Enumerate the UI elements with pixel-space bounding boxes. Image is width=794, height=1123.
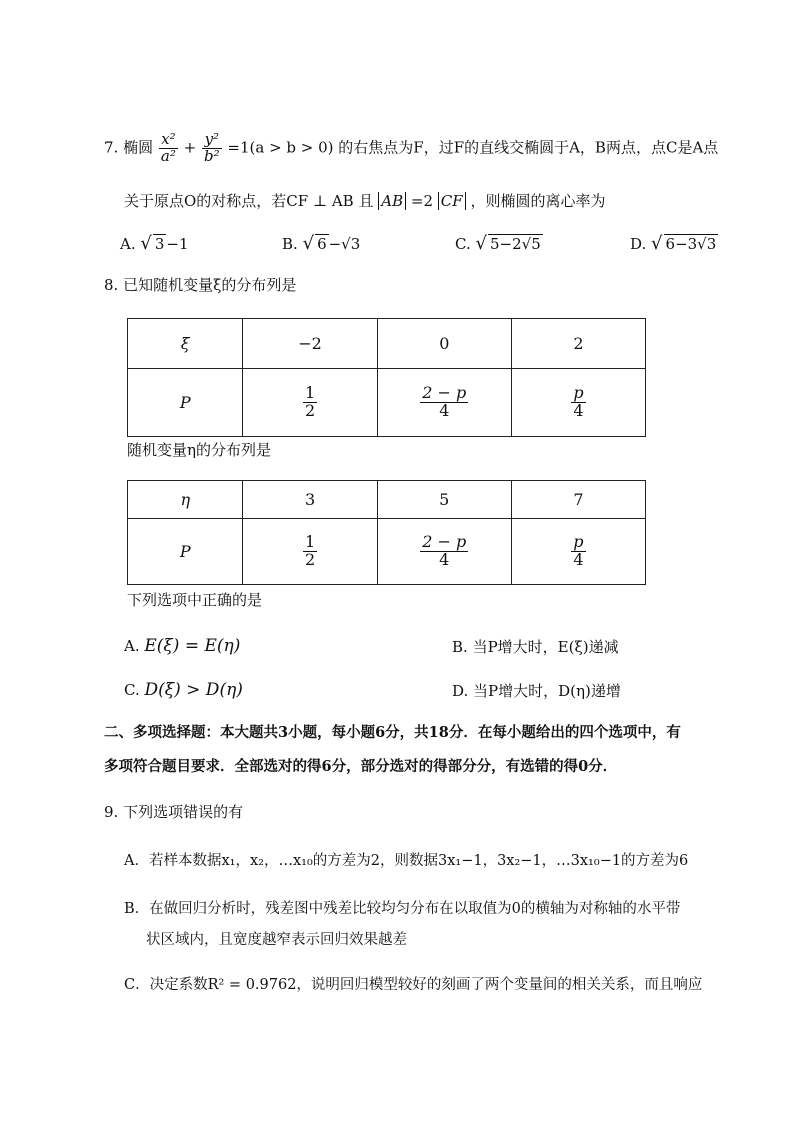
table-row-label: P [128, 519, 243, 585]
q7-plus: + [183, 138, 197, 157]
table-header-cell: 5 [377, 481, 511, 519]
q7-fraction-x: $\frac{\text{x²}}{\text{a²}}$ [160, 130, 176, 165]
q9-option-b-line1: B．在做回归分析时，残差图中残差比较均匀分布在以取值为0的横轴为对称轴的水平带 [124, 901, 681, 917]
q9-option-a: A．若样本数据x₁，x₂，…x₁₀的方差为2，则数据3x₁−1，3x₂−1，…3x₁₀−1的方差为6 [124, 853, 689, 869]
q8-option-b: B. 当P增大时，E(ξ)递减 [452, 638, 619, 656]
q7-abs-cf: CF [438, 192, 466, 210]
table-header-cell: 7 [511, 481, 645, 519]
q8-option-c: C. D(ξ) > D(η) [124, 680, 243, 700]
q8-between-text: 随机变量η的分布列是 [127, 441, 271, 459]
q7-option-d: D. √ 6−3√3 [630, 233, 717, 254]
q8-intro: 8. 已知随机变量ξ的分布列是 [104, 276, 297, 294]
q7-text-b: =1(a > b > 0) 的右焦点为F，过F的直线交椭圆于A，B两点，点C是A点 [227, 138, 719, 157]
q7-text-a: 椭圆 [123, 138, 154, 157]
table-cell: $\frac{p}{4}$ [511, 519, 645, 585]
table-header-cell: 0 [377, 319, 511, 369]
table-cell: $\frac{2 - p}{4}$ [377, 519, 511, 585]
q7-option-b: B. √ 6 −√3 [282, 233, 361, 254]
q9-option-c: C．决定系数R² = 0.9762，说明回归模型较好的刻画了两个变量间的相关关系，而且响应 [124, 977, 703, 993]
table-header-cell: 3 [243, 481, 377, 519]
q9-intro: 9. 下列选项错误的有 [104, 803, 244, 821]
table-cell: $\frac{1}{2}$ [243, 369, 377, 437]
q9-option-b-line2: 状区域内，且宽度越窄表示回归效果越差 [146, 932, 407, 948]
table-row-label: P [128, 369, 243, 437]
q8-table-eta [127, 480, 646, 585]
table-cell: $\frac{1}{2}$ [243, 519, 377, 585]
q7-line1 [104, 132, 718, 165]
q7-abs-ab: AB [378, 192, 406, 210]
q8-table-xi [127, 318, 646, 437]
table-header-cell: 2 [511, 319, 645, 369]
q7-option-c: C. √ 5−2√5 [455, 233, 541, 254]
q8-option-d: D. 当P增大时，D(η)递增 [452, 682, 621, 700]
table-header-cell: ξ [128, 319, 243, 369]
q7-option-a: A. √ 3 −1 [120, 233, 189, 254]
table-header-cell: η [128, 481, 243, 519]
q8-question: 下列选项中正确的是 [127, 591, 263, 609]
q7-number: 7. [104, 138, 119, 157]
table-cell: $\frac{p}{4}$ [511, 369, 645, 437]
table-cell: $\frac{2 - p}{4}$ [377, 369, 511, 437]
q7-line2: 关于原点O的对称点，若CF ⊥ AB 且 AB =2 CF ，则椭圆的离心率为 [124, 192, 606, 210]
q7-fraction-y: $\frac{\text{y²}}{\text{b²}}$ [204, 130, 220, 165]
section2-line2: 多项符合题目要求．全部选对的得6分，部分选对的得部分分，有选错的得0分． [104, 758, 618, 775]
q8-option-a: A. E(ξ) = E(η) [124, 636, 241, 656]
section2-line1: 二、多项选择题：本大题共3小题，每小题6分，共18分．在每小题给出的四个选项中，有 [104, 724, 681, 741]
table-header-cell: −2 [243, 319, 377, 369]
